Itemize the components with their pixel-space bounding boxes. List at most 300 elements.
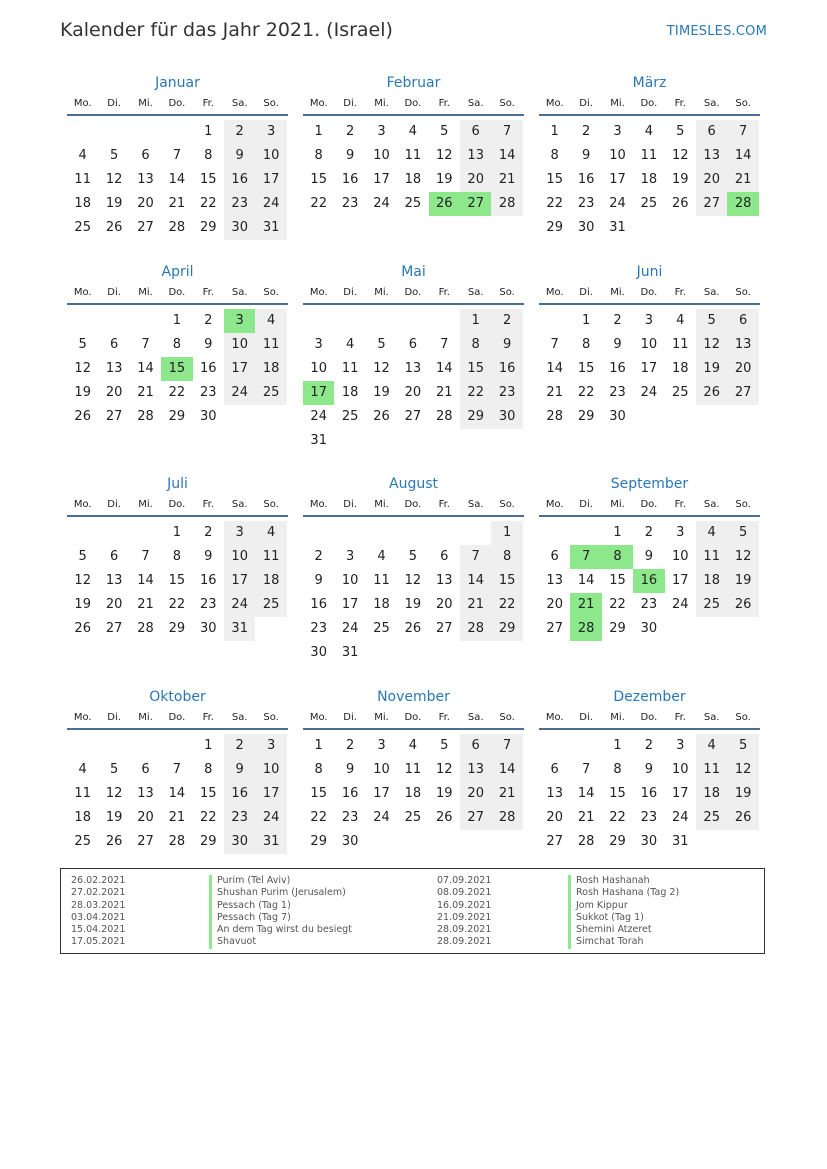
day-cell: 29 — [310, 834, 327, 849]
legend-date: 17.05.2021 — [71, 936, 126, 948]
day-cell: 30 — [577, 220, 595, 235]
day-cell: 8 — [204, 148, 213, 163]
day-cell: 25 — [404, 810, 422, 825]
weekend-day-cell: 21 — [491, 782, 522, 806]
day-cell: 27 — [105, 409, 123, 424]
day-cell: 13 — [436, 573, 453, 588]
weekday-label: Do. — [404, 712, 422, 723]
day-cell: 30 — [310, 645, 327, 660]
day-cell: 9 — [644, 549, 654, 564]
weekend-day-cell: 25 — [255, 593, 286, 617]
weekday-label: Mi. — [610, 712, 625, 723]
weekend-day-cell: 24 — [224, 381, 255, 405]
day-cell: 9 — [644, 762, 654, 777]
weekday-label: Fr. — [202, 98, 214, 109]
weekend-day-cell: 3 — [224, 521, 255, 545]
weekday-label: Do. — [168, 287, 186, 298]
day-cell: 27 — [404, 409, 422, 424]
weekday-label: Do. — [640, 712, 658, 723]
day-cell: 14 — [168, 172, 186, 187]
weekday-label: Sa. — [703, 712, 720, 723]
day-cell: 22 — [577, 385, 595, 400]
weekend-day-cell: 24 — [224, 593, 255, 617]
legend-date: 28.09.2021 — [437, 924, 492, 936]
day-cell: 3 — [613, 124, 622, 139]
day-cell: 28 — [137, 409, 154, 424]
day-cell: 1 — [581, 313, 591, 328]
weekend-day-cell: 20 — [696, 168, 727, 192]
weekday-label: Do. — [640, 499, 658, 510]
weekend-day-cell: 30 — [224, 830, 255, 854]
day-cell: 15 — [609, 786, 626, 801]
day-cell: 18 — [640, 172, 658, 187]
day-cell: 20 — [546, 810, 563, 825]
weekend-day-cell: 9 — [224, 758, 255, 782]
weekend-day-cell: 25 — [696, 806, 727, 830]
weekend-day-cell: 21 — [491, 168, 522, 192]
day-cell: 31 — [672, 834, 689, 849]
weekend-day-cell: 28 — [491, 192, 522, 216]
weekday-label: Sa. — [231, 98, 248, 109]
day-cell: 3 — [676, 738, 685, 753]
day-cell: 29 — [200, 834, 217, 849]
day-cell: 15 — [200, 786, 217, 801]
weekday-label: Di. — [107, 712, 121, 723]
day-cell: 26 — [672, 196, 689, 211]
month-divider — [539, 515, 760, 517]
month-divider — [539, 728, 760, 730]
holiday-day-cell: 15 — [161, 357, 192, 381]
weekend-day-cell: 10 — [255, 758, 286, 782]
day-cell: 8 — [314, 762, 323, 777]
weekday-label: Di. — [579, 287, 593, 298]
day-cell: 24 — [373, 196, 390, 211]
day-cell: 15 — [310, 786, 327, 801]
weekend-day-cell: 13 — [460, 758, 491, 782]
day-cell: 16 — [609, 361, 626, 376]
legend-names-col-2 — [568, 875, 679, 949]
day-cell: 15 — [546, 172, 563, 187]
weekday-label: Fr. — [674, 287, 686, 298]
weekend-day-cell: 6 — [460, 120, 491, 144]
weekend-day-cell: 5 — [696, 309, 727, 333]
day-cell: 25 — [404, 196, 422, 211]
weekday-label: Sa. — [231, 712, 248, 723]
day-cell: 13 — [105, 573, 123, 588]
day-cell: 15 — [577, 361, 595, 376]
day-cell: 24 — [373, 810, 390, 825]
holiday-day-cell: 21 — [570, 593, 601, 617]
site-link[interactable]: TIMESLES.COM — [666, 24, 767, 39]
weekend-day-cell: 7 — [727, 120, 758, 144]
day-cell: 5 — [408, 549, 418, 564]
day-cell: 6 — [408, 337, 418, 352]
day-cell: 26 — [74, 409, 91, 424]
day-cell: 23 — [577, 196, 595, 211]
weekend-day-cell: 10 — [255, 144, 286, 168]
day-cell: 30 — [640, 834, 658, 849]
day-cell: 5 — [109, 148, 119, 163]
weekday-label: Di. — [343, 499, 357, 510]
day-cell: 2 — [314, 549, 323, 564]
day-cell: 21 — [168, 196, 186, 211]
day-cell: 30 — [609, 409, 626, 424]
day-cell: 13 — [546, 573, 563, 588]
weekend-day-cell: 8 — [460, 333, 491, 357]
day-cell: 9 — [204, 549, 213, 564]
day-cell: 24 — [609, 196, 626, 211]
weekday-label: So. — [735, 499, 751, 510]
weekend-day-cell: 7 — [491, 734, 522, 758]
day-cell: 6 — [141, 762, 150, 777]
weekday-label: Sa. — [703, 98, 720, 109]
day-cell: 25 — [74, 834, 91, 849]
day-cell: 28 — [168, 834, 186, 849]
day-cell: 26 — [404, 621, 422, 636]
day-cell: 22 — [200, 196, 217, 211]
day-cell: 18 — [404, 786, 422, 801]
holiday-day-cell: 27 — [460, 192, 491, 216]
day-cell: 24 — [341, 621, 359, 636]
legend-holiday-name: Rosh Hashana (Tag 2) — [568, 887, 679, 899]
weekend-day-cell: 19 — [727, 569, 758, 593]
legend-date: 28.09.2021 — [437, 936, 492, 948]
weekday-label: Fr. — [438, 712, 450, 723]
weekend-day-cell: 11 — [696, 545, 727, 569]
weekend-day-cell: 11 — [255, 333, 286, 357]
weekday-label: So. — [263, 712, 279, 723]
month-name: Januar — [155, 75, 200, 91]
day-cell: 26 — [105, 220, 123, 235]
day-cell: 17 — [672, 573, 689, 588]
weekend-day-cell: 3 — [255, 734, 286, 758]
day-cell: 2 — [204, 525, 213, 540]
weekday-label: Fr. — [202, 287, 214, 298]
day-cell: 1 — [314, 738, 323, 753]
day-cell: 13 — [137, 786, 154, 801]
day-cell: 2 — [581, 124, 591, 139]
weekend-day-cell: 12 — [727, 758, 758, 782]
day-cell: 19 — [436, 172, 453, 187]
day-cell: 4 — [78, 762, 87, 777]
weekend-day-cell: 26 — [696, 381, 727, 405]
day-cell: 28 — [168, 220, 186, 235]
weekend-day-cell: 12 — [727, 545, 758, 569]
weekend-day-cell: 17 — [255, 168, 286, 192]
day-cell: 19 — [672, 172, 689, 187]
day-cell: 25 — [672, 385, 689, 400]
month-divider — [303, 515, 524, 517]
weekend-day-cell: 18 — [696, 569, 727, 593]
day-cell: 21 — [137, 385, 154, 400]
day-cell: 18 — [373, 597, 390, 612]
day-cell: 21 — [137, 597, 154, 612]
weekday-label: Fr. — [438, 98, 450, 109]
day-cell: 16 — [200, 361, 217, 376]
weekend-day-cell: 13 — [460, 144, 491, 168]
month-divider — [303, 303, 524, 305]
day-cell: 7 — [550, 337, 559, 352]
day-cell: 2 — [345, 124, 355, 139]
holiday-day-cell: 16 — [633, 569, 664, 593]
weekend-day-cell: 4 — [255, 521, 286, 545]
weekend-day-cell: 20 — [460, 168, 491, 192]
weekend-day-cell: 2 — [224, 734, 255, 758]
day-cell: 6 — [109, 337, 119, 352]
weekend-day-cell: 31 — [255, 830, 286, 854]
holiday-day-cell: 8 — [602, 545, 633, 569]
weekday-label: Mo. — [73, 712, 92, 723]
day-cell: 5 — [377, 337, 386, 352]
weekend-day-cell: 1 — [460, 309, 491, 333]
day-cell: 15 — [168, 573, 186, 588]
day-cell: 23 — [640, 597, 658, 612]
day-cell: 1 — [204, 738, 213, 753]
legend-date: 16.09.2021 — [437, 899, 492, 911]
weekday-label: So. — [263, 287, 279, 298]
day-cell: 24 — [672, 810, 689, 825]
day-cell: 4 — [644, 124, 654, 139]
weekend-day-cell: 27 — [460, 806, 491, 830]
day-cell: 18 — [74, 810, 91, 825]
day-cell: 31 — [341, 645, 359, 660]
day-cell: 12 — [404, 573, 422, 588]
holiday-day-cell: 7 — [570, 545, 601, 569]
weekday-label: Sa. — [231, 287, 248, 298]
weekday-label: Di. — [579, 712, 593, 723]
day-cell: 6 — [550, 762, 559, 777]
legend-date: 26.02.2021 — [71, 875, 126, 886]
weekday-label: Mi. — [610, 98, 625, 109]
weekday-label: Fr. — [674, 98, 686, 109]
day-cell: 10 — [310, 361, 327, 376]
legend-holiday-name: Simchat Torah — [568, 936, 679, 948]
day-cell: 12 — [436, 762, 453, 777]
weekend-day-cell: 13 — [696, 144, 727, 168]
day-cell: 7 — [440, 337, 449, 352]
day-cell: 5 — [440, 738, 449, 753]
day-cell: 1 — [204, 124, 213, 139]
weekday-label: So. — [499, 287, 515, 298]
day-cell: 7 — [581, 762, 591, 777]
weekday-label: So. — [735, 287, 751, 298]
weekend-day-cell: 18 — [255, 357, 286, 381]
day-cell: 12 — [105, 786, 123, 801]
weekend-day-cell: 28 — [491, 806, 522, 830]
day-cell: 7 — [172, 762, 182, 777]
day-cell: 13 — [404, 361, 422, 376]
weekday-label: So. — [499, 499, 515, 510]
weekend-day-cell: 21 — [460, 593, 491, 617]
day-cell: 14 — [436, 361, 453, 376]
day-cell: 30 — [341, 834, 359, 849]
day-cell: 16 — [341, 172, 359, 187]
day-cell: 29 — [168, 621, 186, 636]
weekday-label: Mo. — [309, 98, 328, 109]
day-cell: 10 — [672, 549, 689, 564]
weekend-day-cell: 20 — [460, 782, 491, 806]
day-cell: 4 — [408, 738, 418, 753]
day-cell: 1 — [613, 738, 622, 753]
weekend-day-cell: 31 — [255, 216, 286, 240]
weekday-label: Sa. — [467, 287, 484, 298]
day-cell: 10 — [672, 762, 689, 777]
weekend-day-cell: 17 — [224, 357, 255, 381]
weekend-day-cell: 23 — [224, 806, 255, 830]
weekend-day-cell: 27 — [727, 381, 758, 405]
weekday-label: Do. — [404, 499, 422, 510]
legend-date: 08.09.2021 — [437, 887, 492, 899]
weekday-label: So. — [499, 712, 515, 723]
legend-holiday-name: Purim (Tel Aviv) — [209, 875, 352, 887]
legend-holiday-name: Pessach (Tag 1) — [209, 900, 352, 912]
weekend-day-cell: 5 — [727, 521, 758, 545]
day-cell: 5 — [109, 762, 119, 777]
weekend-day-cell: 22 — [491, 593, 522, 617]
legend-dates-col-2 — [437, 875, 491, 949]
day-cell: 17 — [672, 786, 689, 801]
day-cell: 5 — [78, 337, 87, 352]
weekend-day-cell: 10 — [224, 545, 255, 569]
legend-date: 28.03.2021 — [71, 899, 126, 911]
day-cell: 12 — [373, 361, 390, 376]
day-cell: 4 — [377, 549, 386, 564]
day-cell: 29 — [546, 220, 563, 235]
day-cell: 9 — [204, 337, 213, 352]
weekend-day-cell: 1 — [491, 521, 522, 545]
month-name: November — [377, 689, 450, 705]
day-cell: 23 — [341, 810, 359, 825]
day-cell: 9 — [345, 148, 355, 163]
weekend-day-cell: 23 — [491, 381, 522, 405]
day-cell: 8 — [172, 549, 182, 564]
holiday-day-cell: 26 — [429, 192, 460, 216]
weekend-day-cell: 4 — [696, 734, 727, 758]
month-name: Februar — [386, 75, 441, 91]
weekday-label: Mi. — [374, 98, 389, 109]
day-cell: 27 — [137, 834, 154, 849]
day-cell: 1 — [172, 313, 182, 328]
weekday-label: Mo. — [545, 287, 564, 298]
page-title: Kalender für das Jahr 2021. (Israel) — [60, 19, 393, 41]
day-cell: 3 — [644, 313, 654, 328]
weekend-day-cell: 29 — [491, 617, 522, 641]
day-cell: 13 — [105, 361, 123, 376]
holiday-day-cell: 28 — [727, 192, 758, 216]
day-cell: 6 — [550, 549, 559, 564]
day-cell: 16 — [341, 786, 359, 801]
month-name: August — [389, 476, 438, 492]
weekday-label: Mi. — [374, 287, 389, 298]
day-cell: 14 — [546, 361, 563, 376]
weekday-label: Mo. — [309, 712, 328, 723]
day-cell: 2 — [204, 313, 213, 328]
weekday-label: Sa. — [703, 499, 720, 510]
day-cell: 29 — [609, 834, 626, 849]
weekend-day-cell: 25 — [696, 593, 727, 617]
weekend-day-cell: 26 — [727, 806, 758, 830]
month-divider — [539, 303, 760, 305]
weekday-label: Fr. — [674, 499, 686, 510]
day-cell: 20 — [137, 810, 154, 825]
legend-date: 07.09.2021 — [437, 875, 492, 886]
day-cell: 23 — [341, 196, 359, 211]
legend-holiday-name: Jom Kippur — [568, 900, 679, 912]
month-name: Juni — [636, 264, 663, 280]
weekday-label: Sa. — [467, 712, 484, 723]
day-cell: 23 — [200, 385, 217, 400]
day-cell: 26 — [373, 409, 390, 424]
day-cell: 4 — [345, 337, 355, 352]
day-cell: 22 — [609, 597, 626, 612]
day-cell: 18 — [672, 361, 689, 376]
day-cell: 16 — [310, 597, 327, 612]
weekday-label: Mi. — [138, 287, 153, 298]
weekend-day-cell: 6 — [460, 734, 491, 758]
day-cell: 9 — [581, 148, 591, 163]
day-cell: 27 — [105, 621, 123, 636]
weekday-label: Fr. — [438, 499, 450, 510]
day-cell: 18 — [74, 196, 91, 211]
day-cell: 20 — [436, 597, 453, 612]
day-cell: 8 — [172, 337, 182, 352]
month-name: April — [161, 264, 194, 280]
day-cell: 29 — [609, 621, 626, 636]
day-cell: 5 — [440, 124, 449, 139]
day-cell: 25 — [341, 409, 359, 424]
day-cell: 11 — [74, 172, 91, 187]
day-cell: 28 — [577, 834, 595, 849]
day-cell: 23 — [310, 621, 327, 636]
legend-holiday-name: Shavuot — [209, 936, 352, 948]
day-cell: 8 — [613, 762, 622, 777]
day-cell: 19 — [436, 786, 453, 801]
weekend-day-cell: 27 — [696, 192, 727, 216]
weekend-day-cell: 17 — [224, 569, 255, 593]
day-cell: 1 — [172, 525, 182, 540]
day-cell: 18 — [404, 172, 422, 187]
day-cell: 20 — [137, 196, 154, 211]
day-cell: 24 — [672, 597, 689, 612]
day-cell: 5 — [78, 549, 87, 564]
day-cell: 24 — [640, 385, 658, 400]
day-cell: 20 — [404, 385, 422, 400]
weekend-day-cell: 17 — [255, 782, 286, 806]
day-cell: 1 — [314, 124, 323, 139]
day-cell: 21 — [168, 810, 186, 825]
day-cell: 7 — [141, 337, 150, 352]
weekend-day-cell: 2 — [491, 309, 522, 333]
weekend-day-cell: 2 — [224, 120, 255, 144]
day-cell: 14 — [577, 786, 595, 801]
weekday-label: Di. — [579, 98, 593, 109]
day-cell: 29 — [200, 220, 217, 235]
day-cell: 15 — [609, 573, 626, 588]
day-cell: 9 — [345, 762, 355, 777]
day-cell: 1 — [613, 525, 622, 540]
day-cell: 11 — [341, 361, 359, 376]
weekday-label: Di. — [343, 712, 357, 723]
day-cell: 30 — [200, 621, 217, 636]
day-cell: 31 — [609, 220, 626, 235]
day-cell: 21 — [436, 385, 453, 400]
weekday-label: Mo. — [73, 287, 92, 298]
weekend-day-cell: 15 — [460, 357, 491, 381]
weekend-day-cell: 8 — [491, 545, 522, 569]
weekday-label: So. — [735, 712, 751, 723]
day-cell: 17 — [373, 172, 390, 187]
day-cell: 1 — [550, 124, 559, 139]
